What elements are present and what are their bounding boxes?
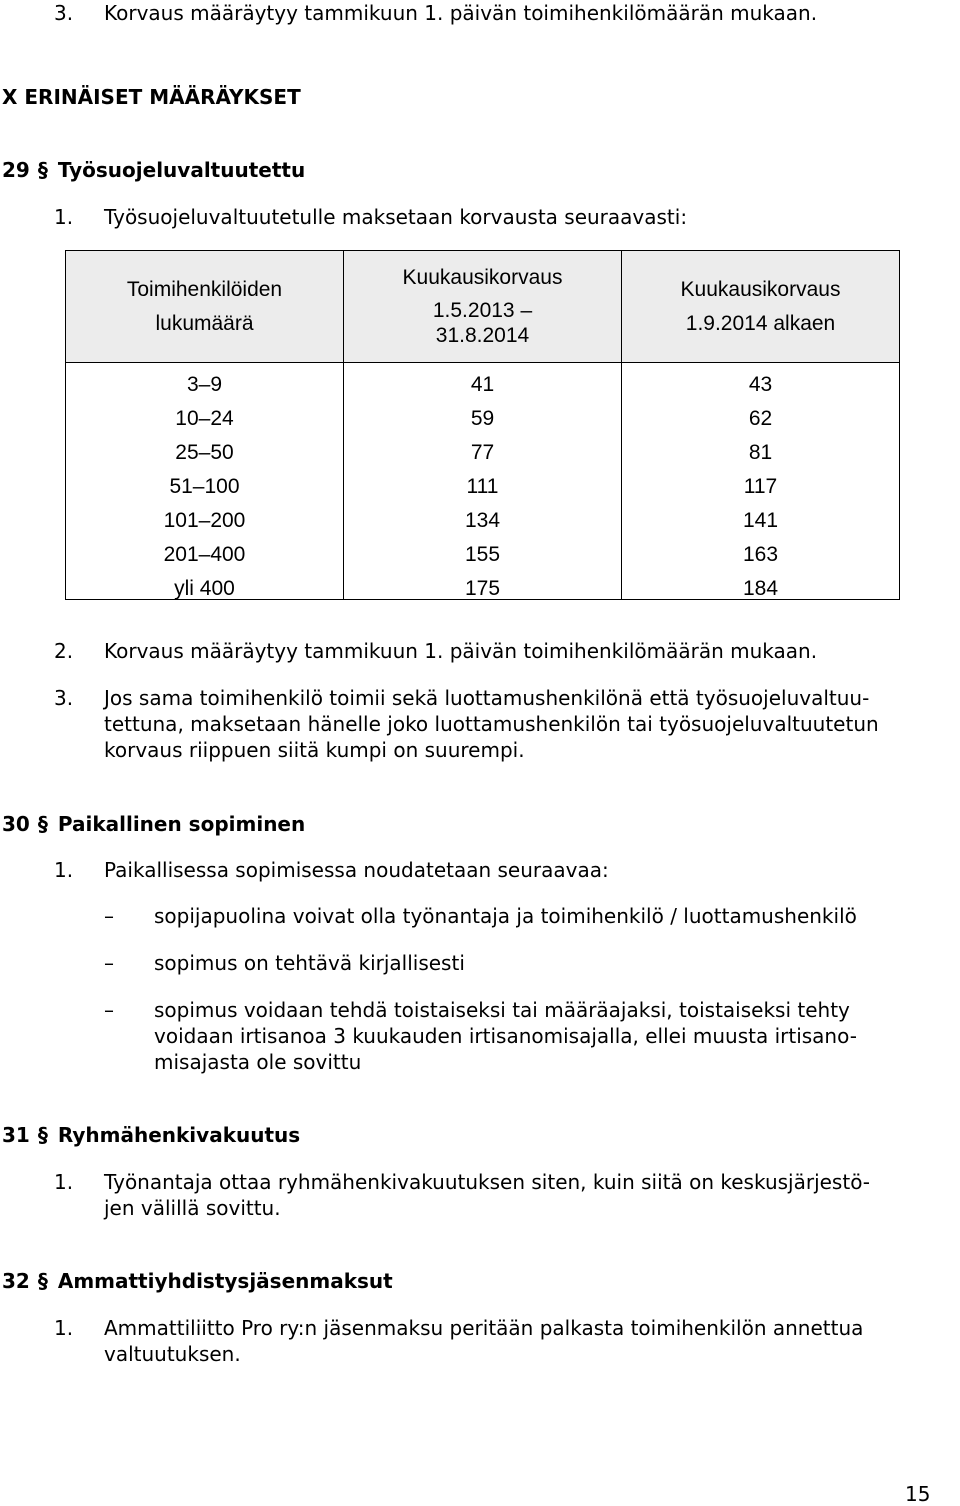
text-line: sopimus voidaan tehdä toistaiseksi tai määräajaksi, toistaiseksi tehty (154, 998, 850, 1022)
top-item-number: 3. (54, 1, 74, 25)
section-31-heading (2, 1122, 300, 1148)
table-column-employees (66, 368, 343, 606)
table-column-2013 (344, 368, 621, 606)
section-30-heading (2, 811, 305, 837)
s29-p1-number: 1. (54, 205, 74, 229)
list-item-text: sopimus on tehtävä kirjallisesti (154, 951, 465, 975)
table-cell: 62 (748, 407, 773, 430)
header-line: Toimihenkilöiden (126, 278, 283, 301)
section-32-heading (2, 1268, 393, 1294)
chapter-heading: X ERINÄISET MÄÄRÄYKSET (2, 85, 301, 109)
text-line: misajasta ole sovittu (154, 1050, 362, 1074)
section-title: Ryhmähenkivakuutus (57, 1123, 301, 1147)
list-item-text: sopijapuolina voivat olla työnantaja ja toimihenkilö / luottamushenkilö (154, 904, 857, 928)
s32-p1-number: 1. (54, 1316, 74, 1340)
s32-p1-text (104, 1315, 863, 1367)
text-line: Ammattiliitto Pro ry:n jäsenmaksu peritään palkasta toimihenkilön annettua (104, 1316, 864, 1340)
text-line: Jos sama toimihenkilö toimii sekä luottamushenkilönä että työsuojeluvaltuu- (104, 686, 870, 710)
section-sign: § (37, 1269, 48, 1293)
table-cell: 101–200 (163, 509, 246, 532)
table-cell: 59 (470, 407, 495, 430)
text-line: tettuna, maksetaan hänelle joko luottamushenkilön tai työsuojeluvaltuutetun (104, 712, 879, 736)
section-sign: § (37, 158, 48, 182)
table-cell: 155 (464, 543, 501, 566)
list-item-text (154, 997, 857, 1075)
table-cell: 41 (470, 373, 495, 396)
table-cell: 3–9 (186, 373, 223, 396)
s29-p2-number: 2. (54, 639, 74, 663)
text-line: jen välillä sovittu. (104, 1196, 281, 1220)
table-cell: 175 (464, 577, 501, 600)
header-line: Kuukausikorvaus (680, 278, 841, 301)
table-cell: 141 (742, 509, 779, 532)
text-line: Työnantaja ottaa ryhmähenkivakuutuksen siten, kuin siitä on keskusjärjestö- (104, 1170, 871, 1194)
s29-p2-text: Korvaus määräytyy tammikuun 1. päivän toimihenkilömäärän mukaan. (104, 639, 818, 663)
table-cell: 81 (748, 441, 773, 464)
table-cell: yli 400 (174, 577, 235, 600)
table-cell: 25–50 (175, 441, 234, 464)
compensation-table (65, 250, 900, 600)
page-number: 15 (905, 1482, 931, 1506)
section-title: Työsuojeluvaltuutettu (57, 158, 306, 182)
table-cell: 134 (464, 509, 501, 532)
table-cell: 10–24 (175, 407, 234, 430)
s29-p1-text: Työsuojeluvaltuutetulle maksetaan korvausta seuraavasti: (104, 205, 688, 229)
table-cell: 117 (743, 475, 778, 498)
table-cell: 163 (742, 543, 779, 566)
header-cell-compensation-2013 (344, 251, 621, 363)
s31-p1-number: 1. (54, 1170, 74, 1194)
table-cell: 201–400 (163, 543, 246, 566)
s30-p1-number: 1. (54, 858, 74, 882)
section-title: Ammattiyhdistysjäsenmaksut (57, 1269, 393, 1293)
table-cell: 184 (742, 577, 779, 600)
text-line: voidaan irtisanoa 3 kuukauden irtisanomisajalla, ellei muusta irtisano- (154, 1024, 857, 1048)
list-item (104, 950, 134, 976)
section-title: Paikallinen sopiminen (57, 812, 306, 836)
s29-p3-number: 3. (54, 686, 74, 710)
table-cell: 51–100 (169, 475, 240, 498)
section-number: 29 (2, 158, 30, 182)
list-item (104, 903, 134, 929)
top-item-text: Korvaus määräytyy tammikuun 1. päivän toimihenkilömäärän mukaan. (104, 1, 818, 25)
header-line: 1.9.2014 alkaen (685, 312, 836, 335)
list-item (104, 997, 134, 1023)
header-line: Kuukausikorvaus (402, 266, 563, 289)
section-number: 30 (2, 812, 30, 836)
section-29-heading (2, 157, 305, 183)
section-number: 31 (2, 1123, 30, 1147)
text-line: korvaus riippuen siitä kumpi on suurempi. (104, 738, 525, 762)
s30-p1-text: Paikallisessa sopimisessa noudatetaan seuraavaa: (104, 858, 609, 882)
table-cell: 77 (470, 441, 495, 464)
s31-p1-text (104, 1169, 870, 1221)
section-sign: § (37, 1123, 48, 1147)
text-line: valtuutuksen. (104, 1342, 241, 1366)
table-cell: 43 (748, 373, 773, 396)
section-number: 32 (2, 1269, 30, 1293)
section-sign: § (37, 812, 48, 836)
dash: – (104, 951, 114, 975)
dash: – (104, 904, 114, 928)
header-cell-compensation-2014 (622, 251, 899, 363)
header-line: lukumäärä (155, 312, 254, 335)
header-line: 1.5.2013 – (432, 299, 533, 322)
table-column-2014 (622, 368, 899, 606)
header-line: 31.8.2014 (435, 324, 530, 347)
table-cell: 111 (466, 475, 499, 498)
dash: – (104, 998, 114, 1022)
s29-p3-text (104, 685, 879, 763)
header-cell-employees (66, 251, 343, 363)
